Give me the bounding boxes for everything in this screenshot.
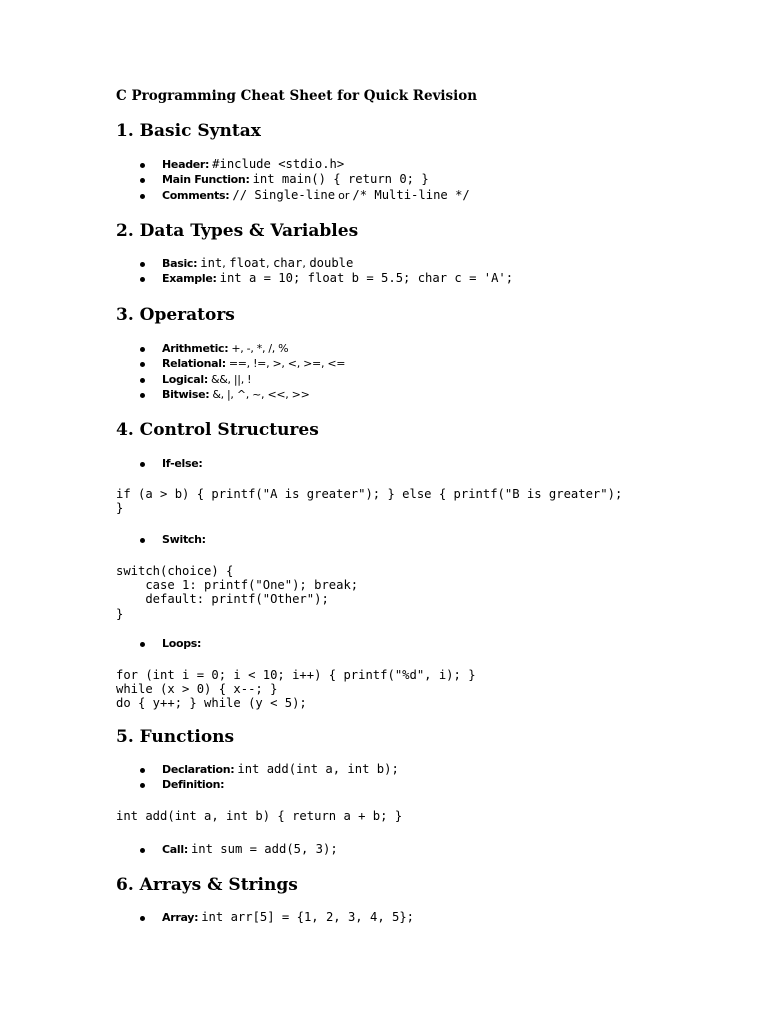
- list-item: Basic: int, float, char, double: [116, 256, 513, 271]
- list-item: [116, 636, 201, 651]
- item-code: int sum = add(5, 3);: [190, 842, 338, 856]
- section-heading-control-structures: 4. Control Structures: [116, 420, 319, 440]
- document-title: C Programming Cheat Sheet for Quick Revision: [116, 88, 478, 104]
- loops-list: [116, 636, 201, 651]
- item-code: double: [309, 256, 354, 270]
- item-label: Comments:: [162, 188, 230, 202]
- item-label: Array:: [162, 911, 199, 924]
- list-item: [116, 372, 345, 387]
- item-label: Declaration:: [162, 763, 235, 776]
- section-heading-arrays-strings: 6. Arrays & Strings: [116, 875, 298, 895]
- item-code: char: [272, 256, 303, 270]
- operators-list: [116, 341, 345, 402]
- data-types-list: [116, 256, 513, 287]
- list-item: [116, 777, 399, 792]
- item-label: Definition:: [162, 778, 225, 792]
- section-heading-basic-syntax: 1. Basic Syntax: [116, 121, 261, 141]
- switch-code-block: switch(choice) { case 1: printf("One"); break; default: printf("Other"); }: [116, 564, 359, 621]
- item-code: int main() { return 0; }: [252, 172, 429, 187]
- item-label: Switch:: [162, 533, 206, 546]
- call-list: [116, 842, 338, 857]
- item-text: ==, !=, >, <, >=, <=: [228, 357, 346, 371]
- list-item: [116, 341, 345, 356]
- item-label: Header:: [162, 158, 210, 171]
- if-else-code-block: if (a > b) { printf("A is greater"); } else { printf("B is greater"); }: [116, 487, 623, 516]
- list-item: [116, 271, 513, 286]
- item-code: int add(int a, int b);: [237, 762, 399, 776]
- list-item: [116, 456, 203, 471]
- list-item: [116, 157, 470, 172]
- item-label: Relational:: [162, 357, 226, 371]
- item-code: float: [229, 256, 266, 270]
- item-label: Main Function:: [162, 173, 250, 187]
- if-else-list: [116, 456, 203, 471]
- section-heading-operators: 3. Operators: [116, 305, 235, 325]
- item-label: Bitwise:: [162, 387, 210, 401]
- item-text: &, |, ^, ~, <<, >>: [212, 387, 310, 401]
- item-label: Loops:: [162, 637, 202, 650]
- list-item: [116, 356, 345, 371]
- item-label: Arithmetic:: [162, 342, 229, 355]
- list-item: [116, 910, 414, 925]
- list-item: [116, 387, 345, 402]
- item-label: Logical:: [162, 372, 208, 386]
- definition-code-block: int add(int a, int b) { return a + b; }: [116, 809, 403, 823]
- item-text: &&, ||, !: [210, 372, 252, 386]
- item-code: // Single-line: [232, 187, 336, 202]
- loops-code-block: for (int i = 0; i < 10; i++) { printf("%d", i); } while (x > 0) { x--; } do { y++; } while (y < 5);: [116, 668, 476, 711]
- item-code: int: [200, 256, 223, 270]
- functions-list: [116, 762, 399, 793]
- list-item: [116, 842, 338, 857]
- item-label: Example:: [162, 272, 217, 286]
- item-separator: or: [338, 188, 350, 202]
- item-code: int a = 10; float b = 5.5; char c = 'A';: [219, 271, 514, 286]
- list-item: [116, 172, 470, 187]
- list-item: [116, 532, 206, 547]
- item-label: If-else:: [162, 457, 203, 470]
- item-code: /* Multi-line */: [352, 187, 470, 202]
- list-item: [116, 762, 399, 777]
- item-code: int arr[5] = {1, 2, 3, 4, 5};: [201, 910, 415, 924]
- list-item: [116, 188, 470, 203]
- item-code: #include <stdio.h>: [212, 157, 345, 171]
- basic-syntax-list: [116, 157, 470, 203]
- arrays-list: [116, 910, 414, 925]
- item-text: +, -, *, /, %: [231, 342, 289, 355]
- switch-list: [116, 532, 206, 547]
- section-heading-data-types: 2. Data Types & Variables: [116, 221, 359, 241]
- item-label: Basic:: [162, 257, 198, 270]
- item-label: Call:: [162, 843, 188, 856]
- section-heading-functions: 5. Functions: [116, 727, 235, 747]
